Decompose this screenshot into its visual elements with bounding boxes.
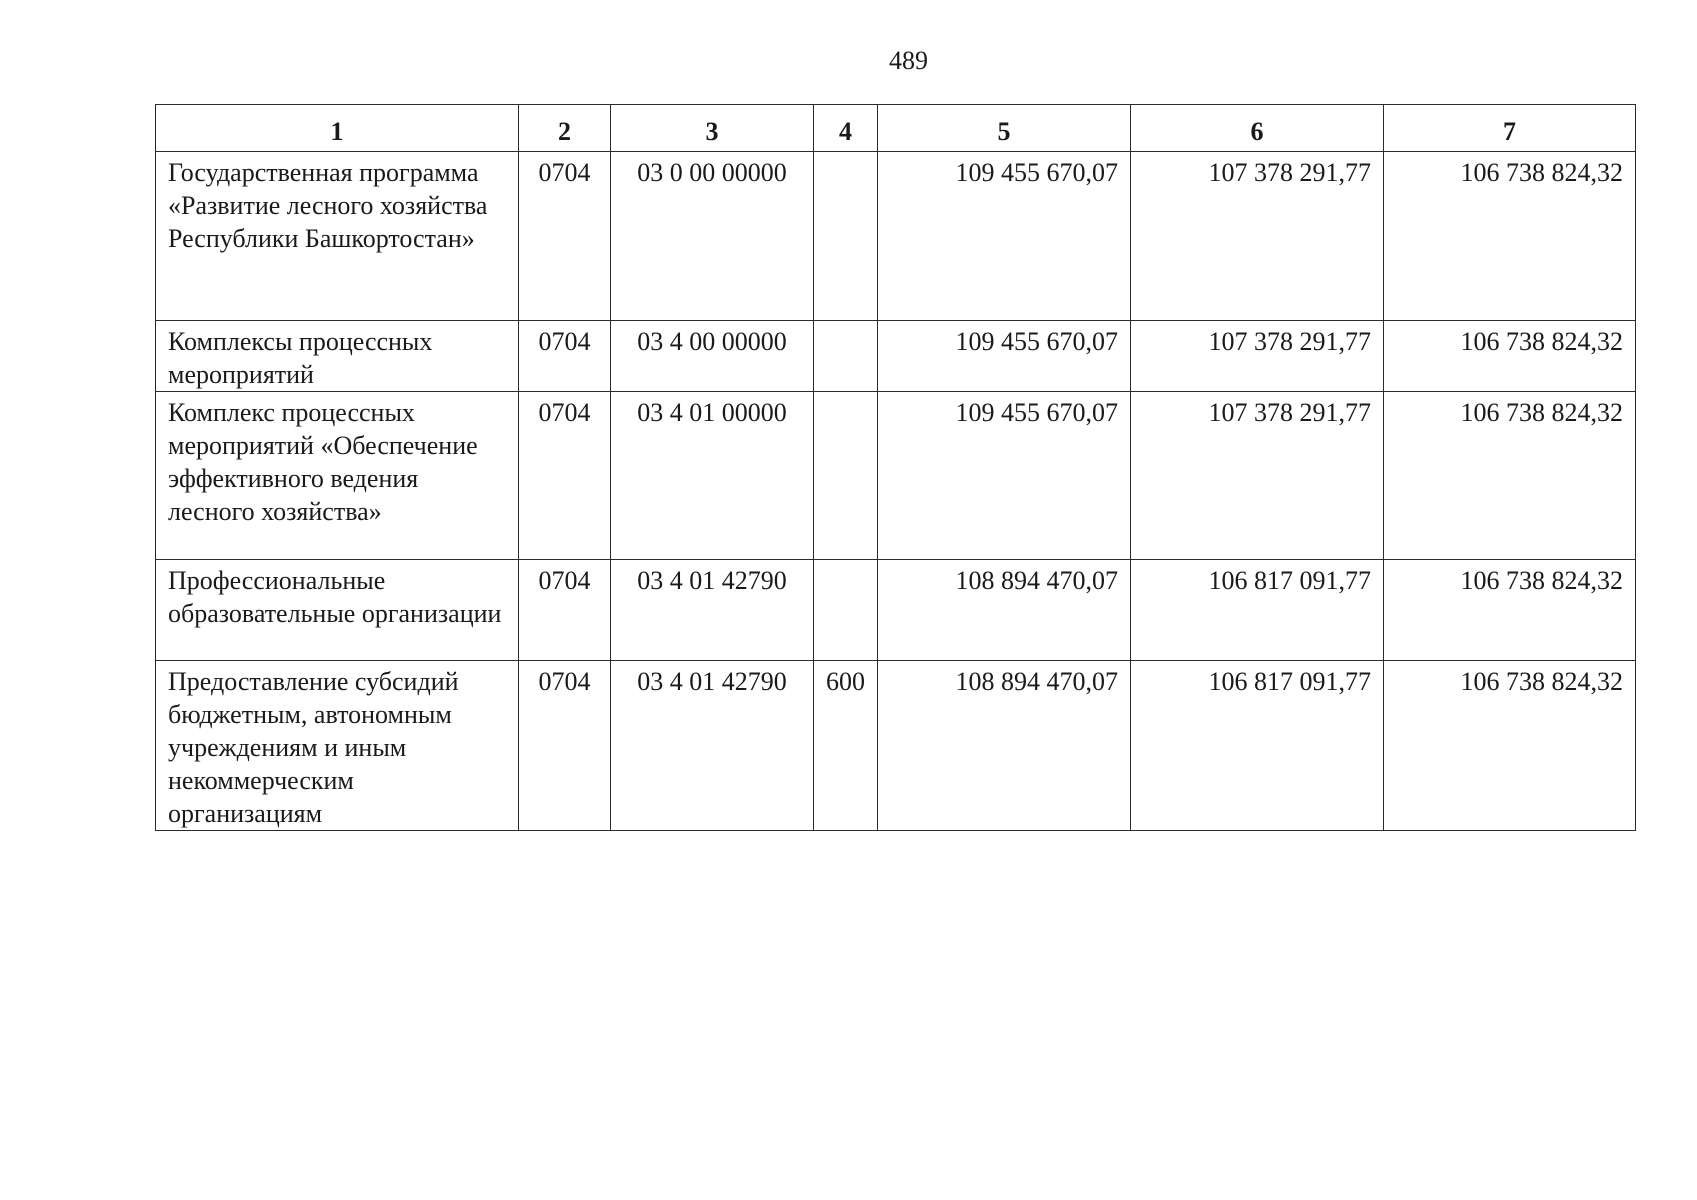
column-header-5: 5 — [878, 105, 1131, 152]
row-amount-col7: 106 738 824,32 — [1384, 560, 1636, 661]
row-name: Государственная программа «Развитие лесного хозяйства Республики Башкортостан» — [156, 152, 519, 321]
row-amount-col5: 109 455 670,07 — [878, 392, 1131, 560]
column-header-3: 3 — [611, 105, 814, 152]
table-row — [156, 152, 1636, 321]
column-header-1: 1 — [156, 105, 519, 152]
row-section-code: 0704 — [519, 392, 611, 560]
row-expense-type — [814, 152, 878, 321]
row-amount-col5: 108 894 470,07 — [878, 661, 1131, 831]
row-name: Комплекс процессных мероприятий «Обеспечение эффективного ведения лесного хозяйства» — [156, 392, 519, 560]
row-amount-col6: 107 378 291,77 — [1131, 321, 1384, 392]
header-row — [156, 105, 1636, 152]
column-header-2: 2 — [519, 105, 611, 152]
table-row — [156, 661, 1636, 831]
row-expense-type — [814, 392, 878, 560]
row-amount-col5: 109 455 670,07 — [878, 152, 1131, 321]
row-amount-col6: 107 378 291,77 — [1131, 152, 1384, 321]
row-name: Комплексы процессных мероприятий — [156, 321, 519, 392]
row-section-code: 0704 — [519, 560, 611, 661]
row-amount-col7: 106 738 824,32 — [1384, 392, 1636, 560]
row-expense-type: 600 — [814, 661, 878, 831]
row-amount-col7: 106 738 824,32 — [1384, 321, 1636, 392]
row-amount-col5: 108 894 470,07 — [878, 560, 1131, 661]
column-header-4: 4 — [814, 105, 878, 152]
row-target-code: 03 4 01 00000 — [611, 392, 814, 560]
row-section-code: 0704 — [519, 321, 611, 392]
row-amount-col7: 106 738 824,32 — [1384, 661, 1636, 831]
row-target-code: 03 4 01 42790 — [611, 560, 814, 661]
table-row — [156, 560, 1636, 661]
row-target-code: 03 0 00 00000 — [611, 152, 814, 321]
budget-table — [155, 104, 1636, 831]
row-name: Предоставление субсидий бюджетным, автономным учреждениям и иным некоммерческим организациям — [156, 661, 519, 831]
column-header-7: 7 — [1384, 105, 1636, 152]
row-amount-col5: 109 455 670,07 — [878, 321, 1131, 392]
table-row — [156, 321, 1636, 392]
row-target-code: 03 4 00 00000 — [611, 321, 814, 392]
row-section-code: 0704 — [519, 152, 611, 321]
table-row — [156, 392, 1636, 560]
column-header-6: 6 — [1131, 105, 1384, 152]
row-expense-type — [814, 321, 878, 392]
row-name: Профессиональные образовательные организации — [156, 560, 519, 661]
row-expense-type — [814, 560, 878, 661]
row-amount-col6: 106 817 091,77 — [1131, 661, 1384, 831]
page-number: 489 — [889, 46, 928, 75]
row-target-code: 03 4 01 42790 — [611, 661, 814, 831]
row-amount-col7: 106 738 824,32 — [1384, 152, 1636, 321]
row-amount-col6: 106 817 091,77 — [1131, 560, 1384, 661]
row-section-code: 0704 — [519, 661, 611, 831]
row-amount-col6: 107 378 291,77 — [1131, 392, 1384, 560]
